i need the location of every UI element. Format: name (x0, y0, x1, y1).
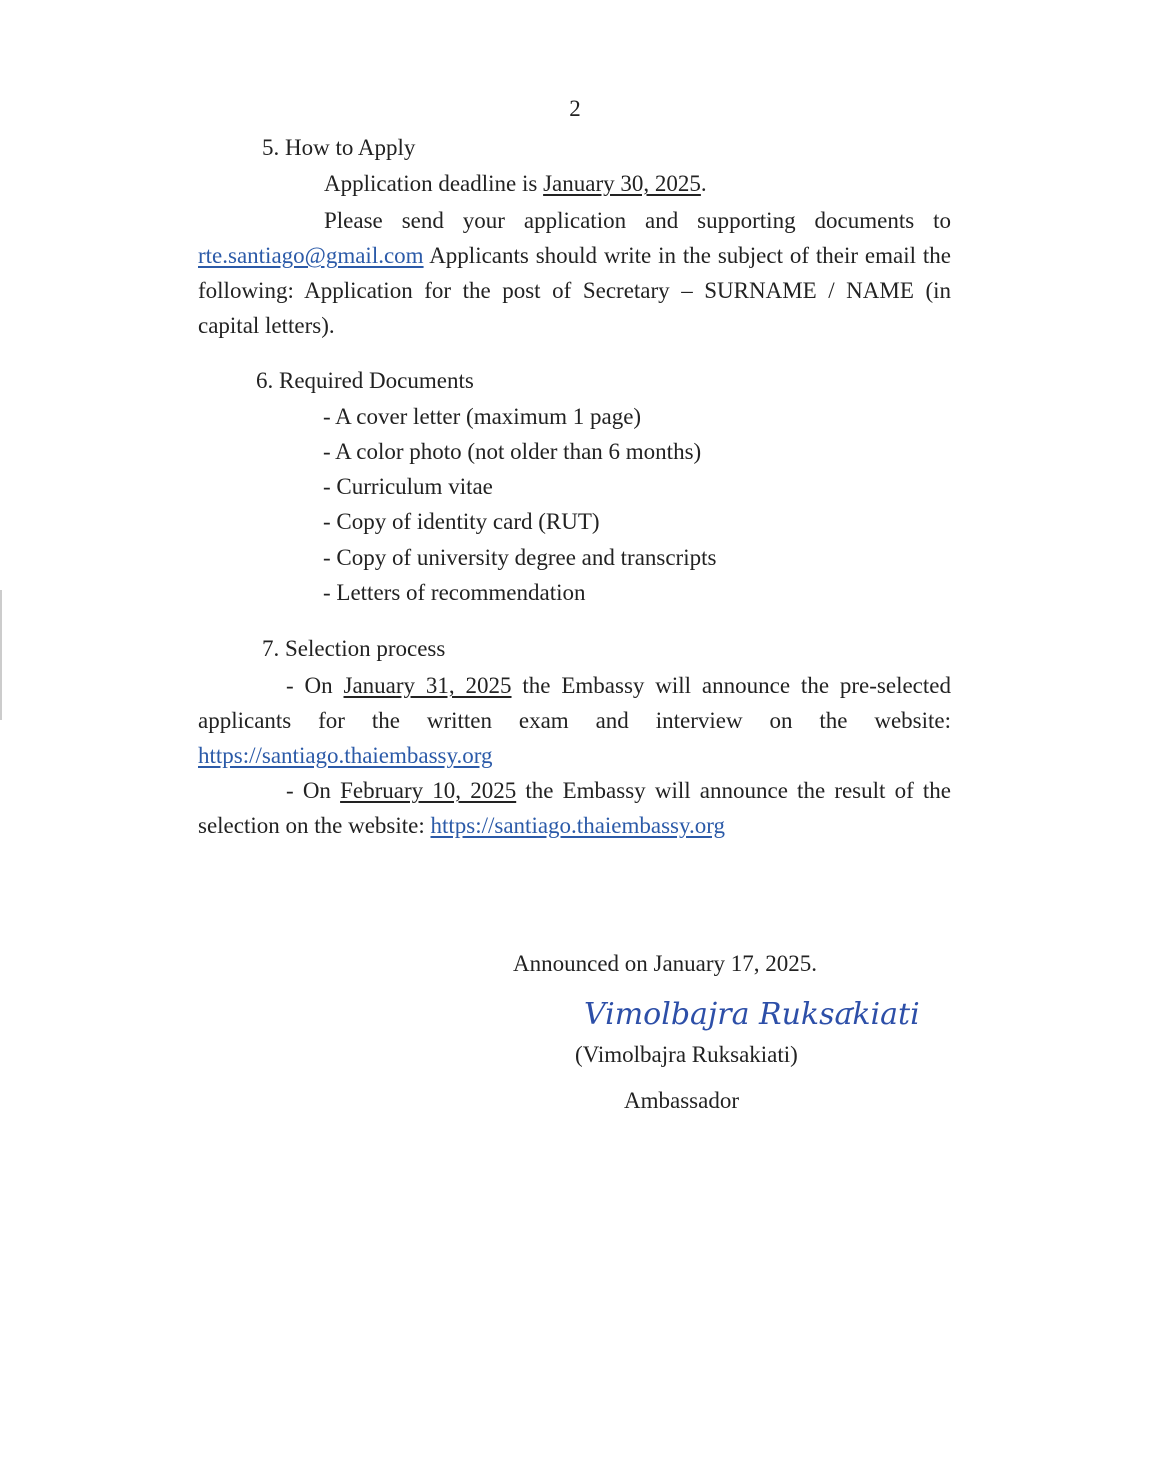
section-6-heading: 6. Required Documents (256, 368, 474, 393)
application-instructions (198, 203, 951, 343)
doc-item: - Copy of identity card (RUT) (323, 509, 600, 534)
scan-edge-mark (0, 590, 2, 720)
announced-date: Announced on January 17, 2025. (513, 951, 818, 976)
p1-prefix: - On (286, 673, 344, 698)
page-number: 2 (569, 96, 581, 121)
section-7-heading: 7. Selection process (262, 636, 446, 661)
selection-paragraph-2 (198, 773, 951, 843)
p1-date: January 31, 2025 (343, 673, 512, 698)
instructions-paragraph (198, 203, 951, 343)
p2-prefix: - On (286, 778, 341, 803)
doc-item: - Letters of recommendation (323, 580, 586, 605)
p2-text: the Embassy will announce the result of the selection on the website: (198, 778, 951, 838)
deadline-date: January 30, 2025 (543, 171, 701, 196)
doc-item: - Copy of university degree and transcripts (323, 545, 717, 570)
selection-text-2 (198, 773, 951, 843)
signatory-name: (Vimolbajra Ruksakiati) (575, 1042, 798, 1067)
signatory-title: Ambassador (624, 1088, 739, 1113)
selection-text-1 (198, 668, 951, 773)
deadline-prefix: Application deadline is (324, 171, 544, 196)
subject-text: Applicants should write in the subject of their email the following: Application for the post of Secretary – SURNAME / NAME (in capital letters). (198, 243, 951, 338)
selection-paragraph-1 (198, 668, 951, 773)
p2-date: February 10, 2025 (340, 778, 517, 803)
doc-item: - Curriculum vitae (323, 474, 493, 499)
p1-text: the Embassy will announce the pre-selected applicants for the written exam and interview on the website: (198, 673, 951, 733)
website-link[interactable]: https://santiago.thaiembassy.org (430, 813, 725, 838)
section-5-heading: 5. How to Apply (262, 135, 416, 160)
signature-image (580, 990, 920, 1040)
deadline-suffix: . (700, 171, 707, 196)
email-link[interactable]: rte.santiago@gmail.com (198, 243, 424, 268)
deadline-line (324, 169, 707, 199)
website-link[interactable]: https://santiago.thaiembassy.org (198, 743, 493, 768)
doc-item: - A cover letter (maximum 1 page) (323, 404, 642, 429)
signature-text: Vimolbajra Ruksakiati (584, 997, 920, 1032)
doc-item: - A color photo (not older than 6 months) (323, 439, 702, 464)
send-text: Please send your application and supporting documents to (324, 208, 951, 233)
